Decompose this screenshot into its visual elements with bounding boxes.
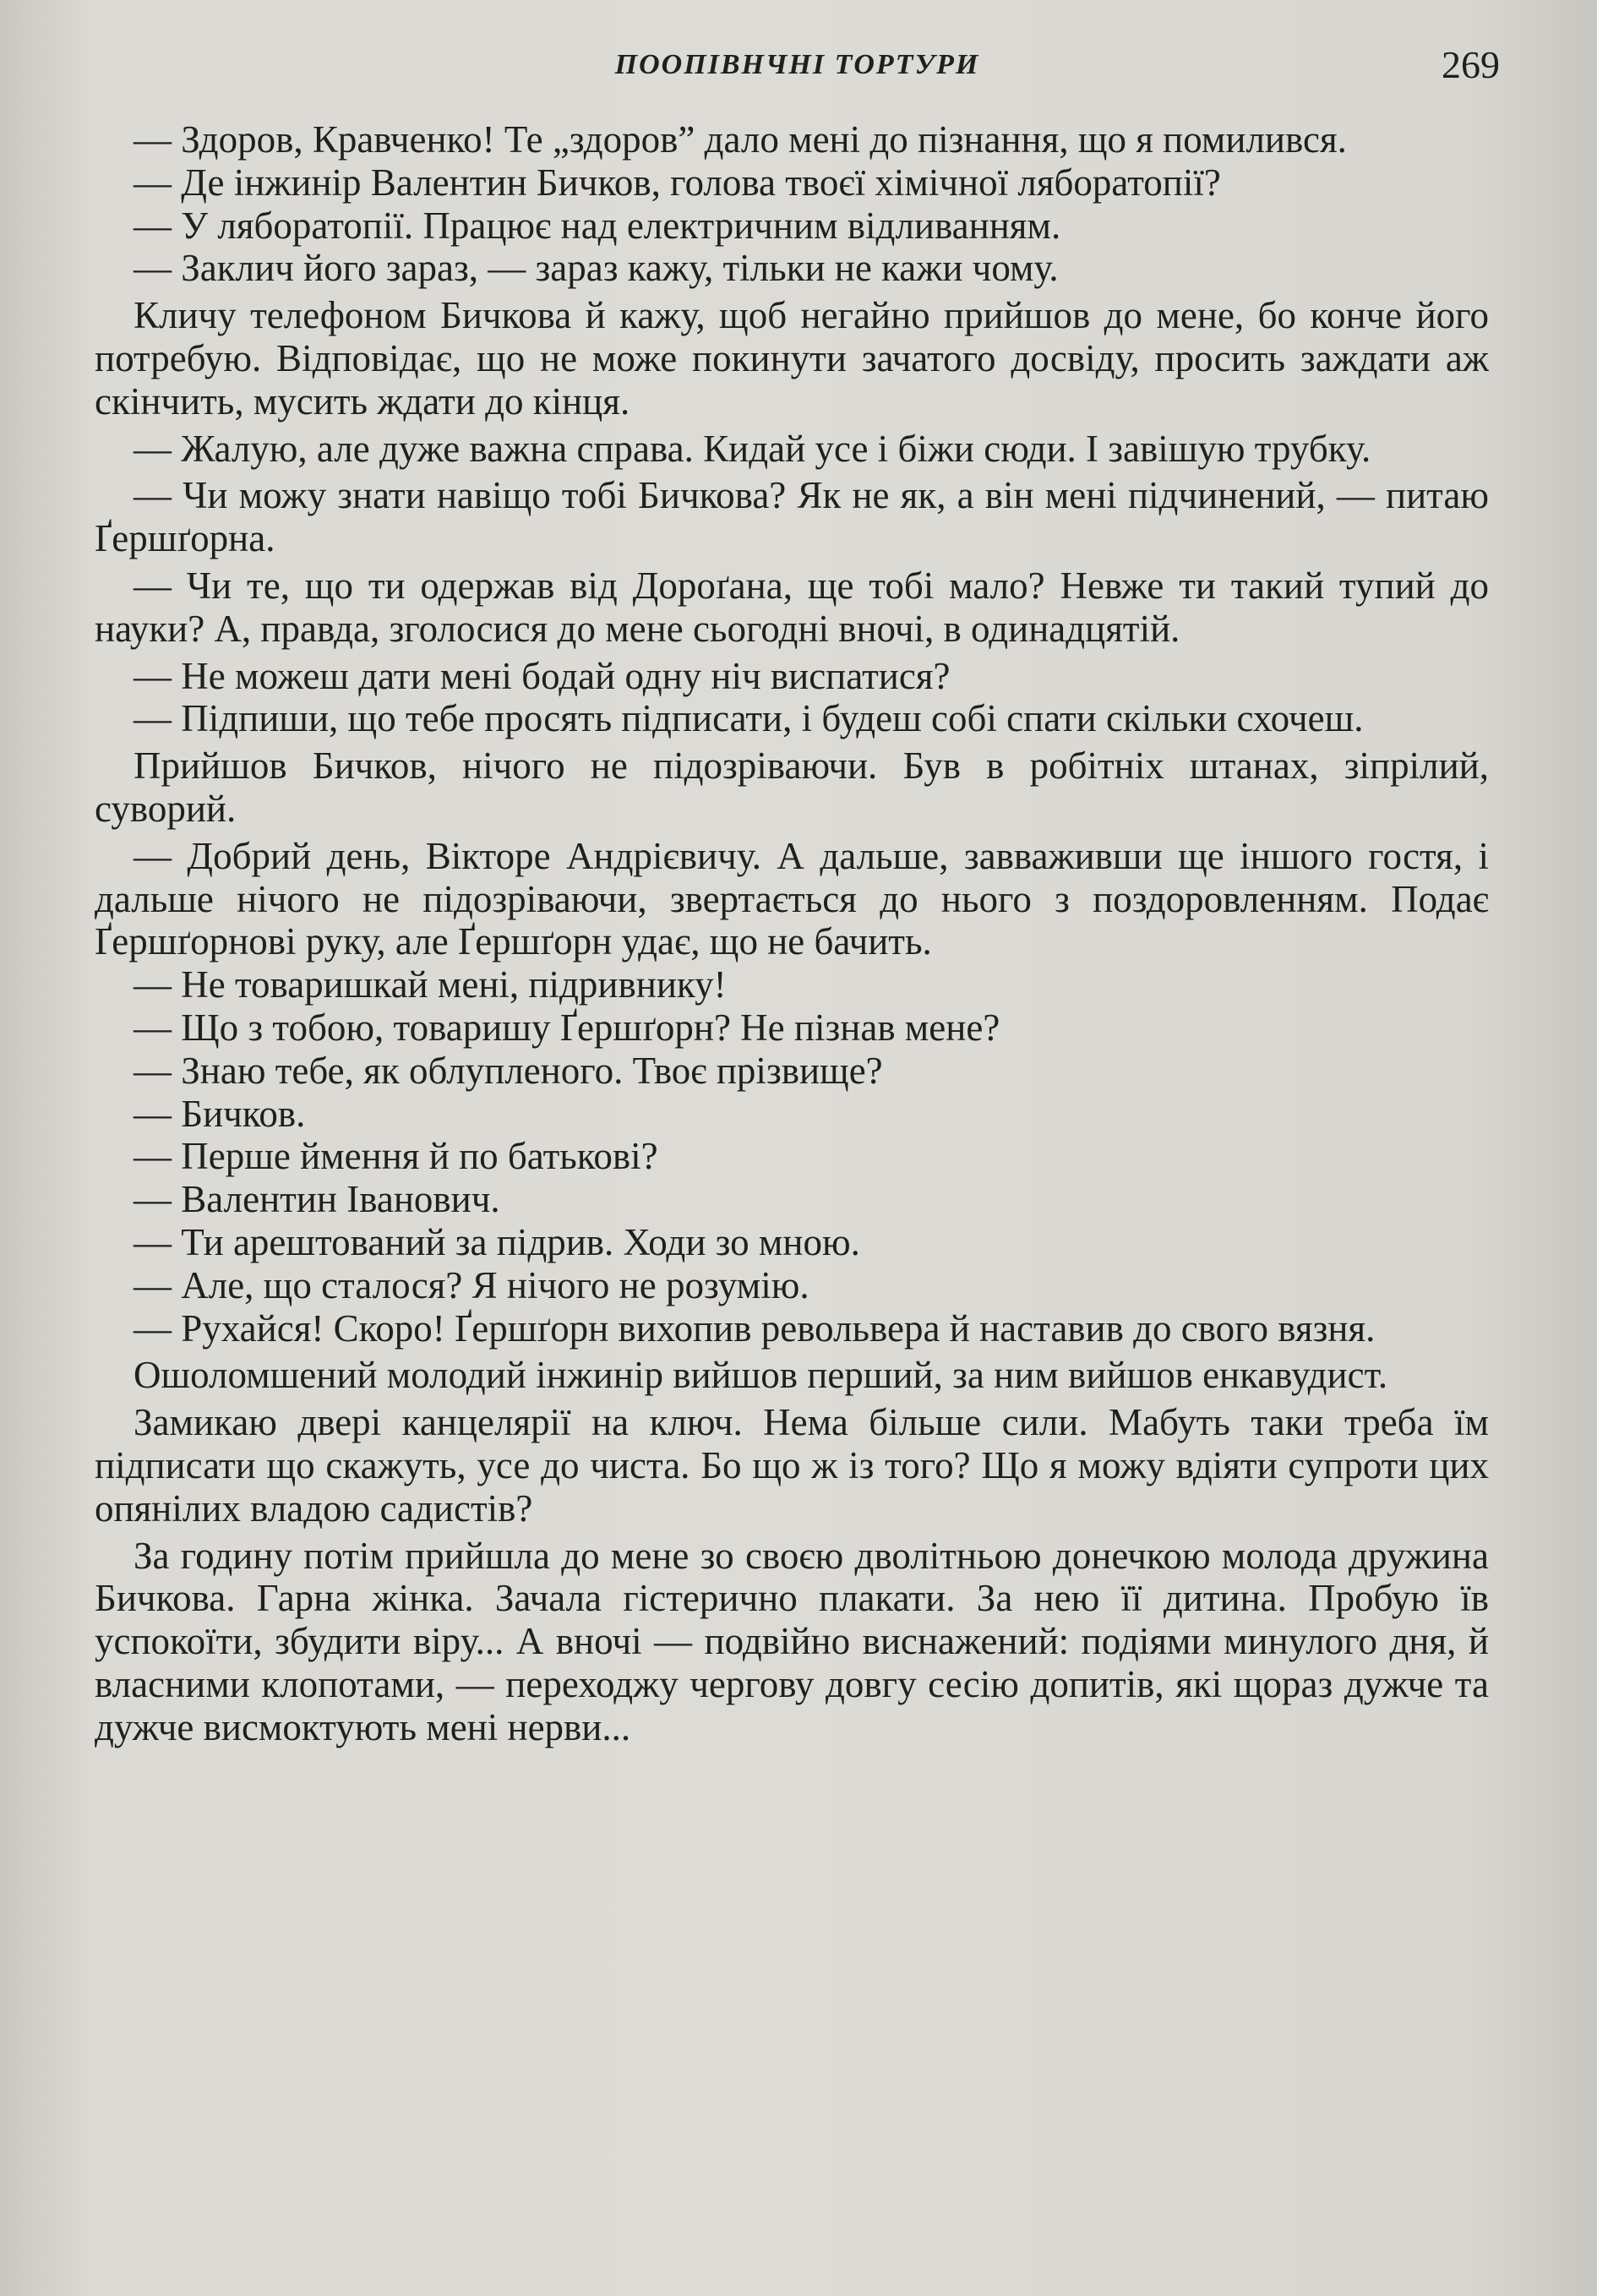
paragraph: — Жалую, але дуже важна справа. Кидай усе і біжи сюди. І завішую трубку. [134, 427, 1371, 470]
paragraph: — Не можеш дати мені бодай одну ніч виспатися? [134, 654, 951, 697]
paragraph: — Валентин Іванович. [134, 1178, 500, 1221]
running-title: ПООПІВНЧНІ ТОРТУРИ [614, 49, 980, 80]
paragraph: — Чи можу знати навіщо тобі Бичкова? Як не як, а він мені підчинений, — питаю Ґершґорна. [95, 474, 1489, 560]
paragraph: — У ляборатопії. Працює над електричним відливанням. [134, 204, 1061, 247]
paragraph: Прийшов Бичков, нічого не підозріваючи. Був в робітніх штанах, зіпрілий, суворий. [95, 744, 1489, 830]
paragraph: — Де інжинір Валентин Бичков, голова твоєї хімічної ляборатопії? [134, 161, 1221, 204]
paragraph: — Здоров, Кравченко! Те „здоров” дало мені до пізнання, що я помилився. [134, 118, 1347, 161]
paragraph: — Знаю тебе, як облупленого. Твоє прізвище? [134, 1049, 883, 1092]
paragraph: — Перше ймення й по батькові? [134, 1135, 658, 1178]
paragraph: — Ти арештований за підрив. Ходи зо мною. [134, 1220, 860, 1263]
paragraph: — Не товаришкай мені, підривнику! [134, 963, 727, 1006]
paragraph: — Підпиши, що тебе просять підписати, і будеш собі спати скільки схочеш. [134, 697, 1364, 740]
paragraph: — Рухайся! Скоро! Ґершґорн вихопив револьвера й наставив до свого вязня. [134, 1306, 1376, 1350]
paragraph: — Добрий день, Вікторе Андрієвичу. А дальше, завваживши ще іншого гостя, і дальше нічого не підозріваючи, звертається до нього з поздоровленням. Подає Ґершґорнові руку, але Ґершґорн удає, що не бачить. [95, 834, 1489, 963]
paragraph: За годину потім прийшла до мене зо своєю дволітньою донечкою молода дружина Бичкова. Гарна жінка. Зачала гістерично плакати. За нею її дитина. Пробую їв успокоїти, збудити віру... А вночі — подвійно виснажений: подіями минулого дня, й власними клопотами, — переходжу чергову довгу сесію допитів, які щораз дужче та дужче висмоктують мені нерви... [95, 1534, 1489, 1748]
paragraph: — Але, що сталося? Я нічого не розумію. [134, 1263, 809, 1306]
paragraph: Кличу телефоном Бичкова й кажу, щоб негайно прийшов до мене, бо конче його потребую. Відповідає, що не може покинути зачатого досвіду, просить заждати аж скінчить, мусить ждати до кінця. [95, 294, 1489, 423]
paragraph: — Заклич його зараз, — зараз кажу, тільки не кажи чому. [134, 247, 1059, 290]
paragraph: — Що з тобою, товаришу Ґершґорн? Не пізнав мене? [134, 1006, 1000, 1049]
paragraph: Замикаю двері канцелярії на ключ. Нема більше сили. Мабуть таки треба їм підписати що скажуть, усе до чиста. Бо що ж із того? Що я можу вдіяти супроти цих опянілих владою садистів? [95, 1401, 1489, 1530]
paragraph: — Бичков. [134, 1092, 306, 1135]
body-text [95, 118, 1489, 1748]
paragraph: Ошоломшений молодий інжинір вийшов перший, за ним вийшов енкавудист. [134, 1354, 1388, 1397]
page-header [95, 41, 1500, 91]
page-number: 269 [1442, 43, 1500, 86]
paragraph: — Чи те, що ти одержав від Дороґана, ще тобі мало? Невже ти такий тупий до науки? А, правда, зголосися до мене сьогодні вночі, в одинадцятій. [95, 564, 1489, 650]
